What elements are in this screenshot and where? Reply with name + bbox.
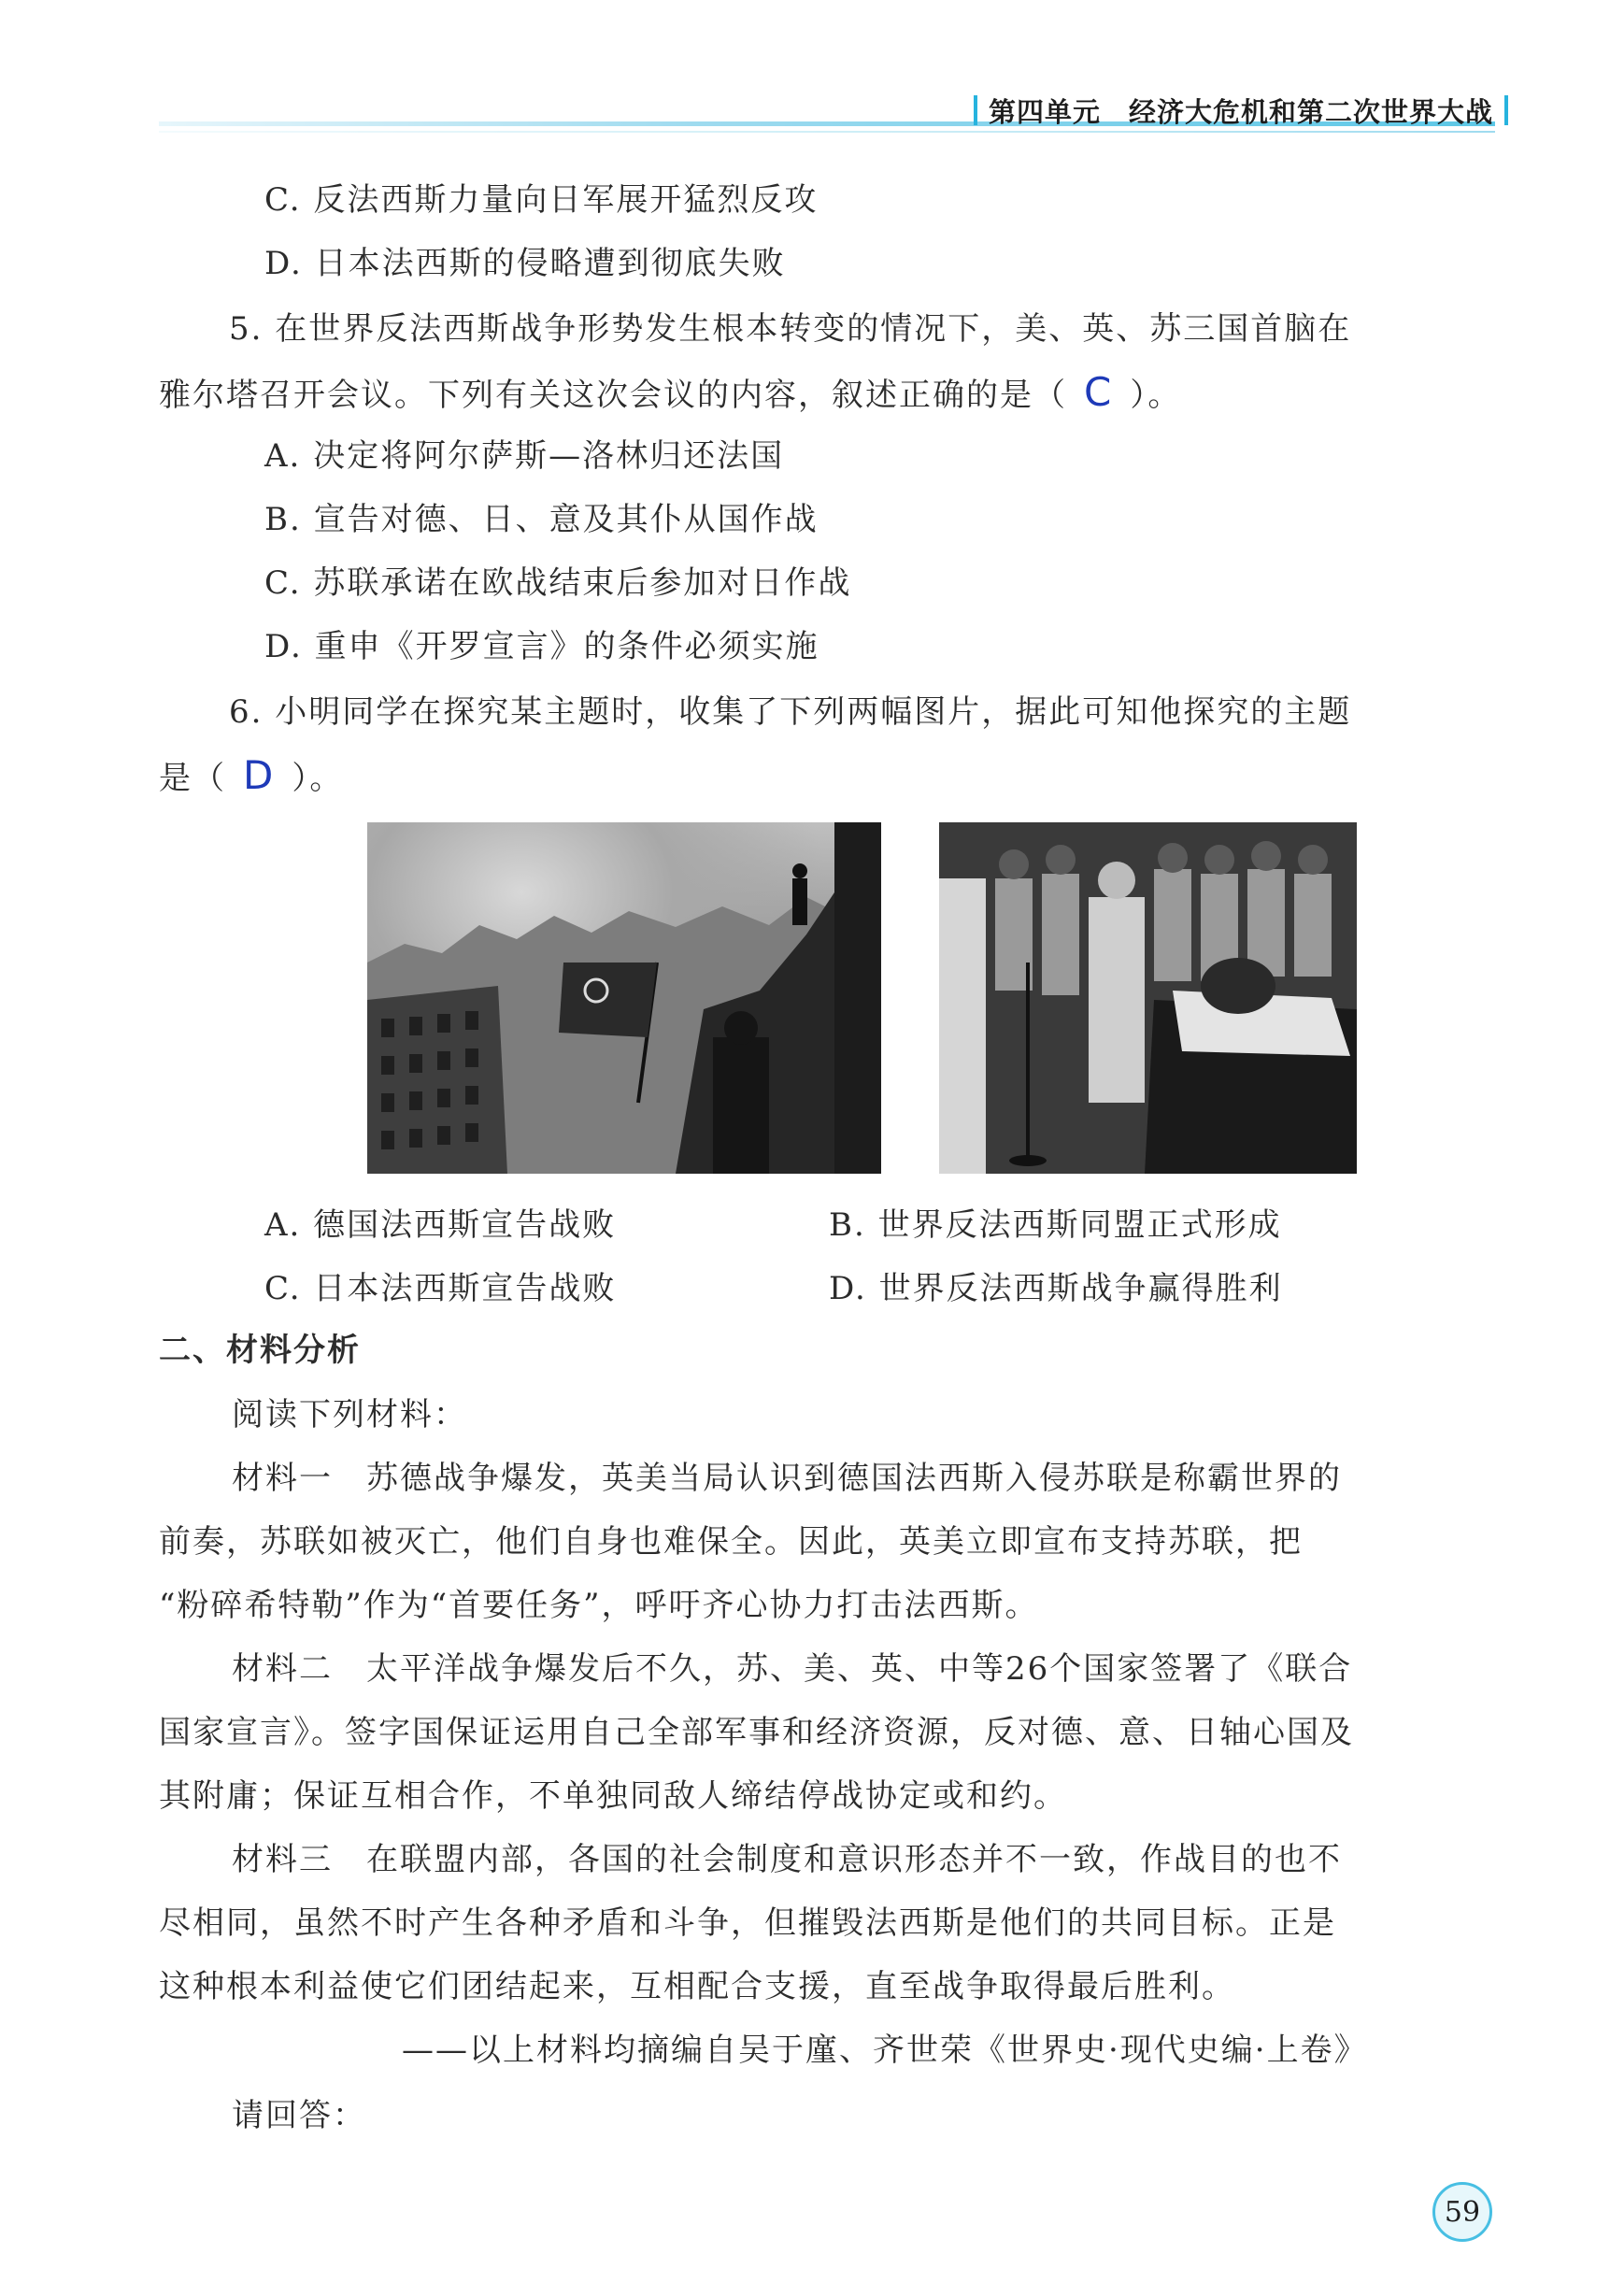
photo-soviet-flag-reichstag	[367, 822, 881, 1174]
material1-line2: 前奏，苏联如被灭亡，他们自身也难保全。因此，英美立即宣布支持苏联，把	[159, 1523, 1303, 1561]
chapter-header	[962, 92, 1519, 129]
page-number: 59	[1432, 2182, 1492, 2242]
material1-line3: “粉碎希特勒”作为“首要任务”，呼吁齐心协力打击法西斯。	[159, 1587, 1039, 1624]
section-title: 二、材料分析	[159, 1332, 361, 1369]
q6-stem-line1: 6. 小明同学在探究某主题时，收集了下列两幅图片，据此可知他探究的主题	[229, 693, 1352, 731]
q6-stem-line2	[159, 753, 343, 801]
material2-line3: 其附庸；保证互相合作，不单独同敌人缔结停战协定或和约。	[159, 1777, 1067, 1815]
q4-option-c: C. 反法西斯力量向日军展开猛烈反攻	[264, 181, 819, 219]
q6-answer: D	[243, 752, 276, 798]
q6-option-c: C. 日本法西斯宣告战败	[264, 1270, 617, 1307]
q5-option-a: A. 决定将阿尔萨斯—洛林归还法国	[264, 437, 785, 475]
question-prompt: 请回答：	[232, 2097, 366, 2134]
header-rule-secondary	[159, 131, 1495, 133]
q5-stem-end: ）。	[1130, 377, 1182, 414]
q6-option-d: D. 世界反法西斯战争赢得胜利	[829, 1270, 1283, 1307]
q5-stem-line2	[159, 370, 1181, 418]
photo-japan-surrender-signing	[939, 822, 1357, 1174]
material3-line3: 这种根本利益使它们团结起来，互相配合支援，直至战争取得最后胜利。	[159, 1968, 1235, 2005]
header-bar-right	[1504, 95, 1508, 125]
material-source: ——以上材料均摘编自吴于廑、齐世荣《世界史·现代史编·上卷》	[402, 2032, 1368, 2069]
photo-left-illustration	[367, 822, 881, 1174]
q6-stem-text: 是（	[159, 760, 226, 797]
q6-option-a: A. 德国法西斯宣告战败	[264, 1206, 617, 1244]
q5-stem-text: 雅尔塔召开会议。下列有关这次会议的内容，叙述正确的是（	[159, 377, 1067, 414]
q5-option-b: B. 宣告对德、日、意及其仆从国作战	[264, 501, 819, 538]
material2-line1: 材料二 太平洋战争爆发后不久，苏、美、英、中等26个国家签署了《联合	[232, 1650, 1353, 1688]
material2-line2: 国家宣言》。签字国保证运用自己全部军事和经济资源，反对德、意、日轴心国及	[159, 1714, 1354, 1751]
material3-line1: 材料三 在联盟内部，各国的社会制度和意识形态并不一致，作战目的也不	[232, 1841, 1342, 1878]
photo-right-illustration	[939, 822, 1357, 1174]
chapter-title: 第四单元 经济大危机和第二次世界大战	[989, 95, 1494, 128]
section-intro: 阅读下列材料：	[232, 1396, 467, 1433]
q4-option-d: D. 日本法西斯的侵略遭到彻底失败	[264, 245, 786, 282]
material1-line1: 材料一 苏德战争爆发，英美当局认识到德国法西斯入侵苏联是称霸世界的	[232, 1460, 1342, 1497]
q6-option-b: B. 世界反法西斯同盟正式形成	[829, 1206, 1282, 1244]
header-bar-left	[974, 95, 977, 125]
q5-stem-line1: 5. 在世界反法西斯战争形势发生根本转变的情况下，美、英、苏三国首脑在	[229, 310, 1352, 348]
q5-option-d: D. 重申《开罗宣言》的条件必须实施	[264, 628, 819, 665]
q5-option-c: C. 苏联承诺在欧战结束后参加对日作战	[264, 564, 852, 602]
q6-stem-end: ）。	[292, 760, 344, 797]
material3-line2: 尽相同，虽然不时产生各种矛盾和斗争，但摧毁法西斯是他们的共同目标。正是	[159, 1904, 1336, 1942]
q5-answer: C	[1084, 369, 1114, 415]
